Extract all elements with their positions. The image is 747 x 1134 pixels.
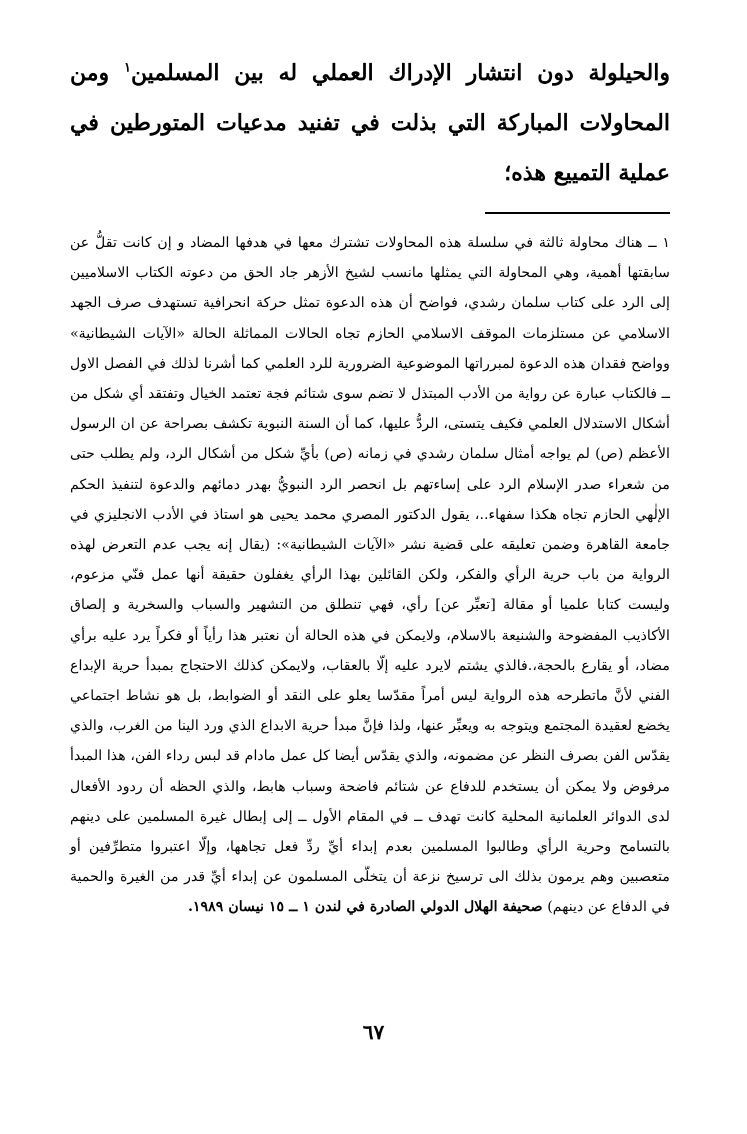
main-text-continuation: المباركة التي بذلت في تفنيد مدعيات المتورطين في عملية التمييع هذه؛ [70,110,670,186]
footnote-paragraph [70,228,670,923]
footnote-divider [485,212,670,214]
main-paragraph [70,48,670,198]
page-number: ٦٧ [362,1020,385,1044]
main-text-line1-end: ومن المحاولات [70,60,670,136]
footnote-body: ١ ــ هناك محاولة ثالثة في سلسلة هذه المحاولات تشترك معها في هدفها المضاد و إن كانت تقلُّ عن سابقتها أهمية، وهي المحاولة التي يمثلها مانسب لشيخ الأزهر جاد الحق من دعوته الكتاب الاسلاميين إلى الرد على كتاب سلمان رشدي، فواضح أن هذه الدعوة تمثل حركة انحرافية تستهدف صرف الجهد الاسلامي عن مستلزمات الموقف الاسلامي الحازم تجاه الحالات المماثلة الحالة «الآيات الشيطانية» وواضح فقدان هذه الدعوة لمبرراتها الموضوعية الضرورية للرد العلمي كما أشرنا لذلك في الفصل الاول ــ فالكتاب عبارة عن رواية من الأدب المبتذل لا تضم سوى شتائم فجة تعتمد الخيال وتفتقد أي شكل من أشكال الاستدلال العلمي فكيف يتستى، الردُّ عليها، كما أن السنة النبوية تكشف بصراحة عن ان الرسول الأعظم (ص) لم يواجه أمثال سلمان رشدي في زمانه (ص) بأيِّ شكل من أشكال الرد، ولم يطلب حتى من شعراء صدر الإسلام الرد على إساءتهم بل انحصر الرد النبويُّ بهدر دمائهم والدعوة لتنفيذ الحكم الإلٰهي الحازم تجاه هكذا سفهاء..، يقول الدكتور المصري محمد يحيى هو استاذ في الأدب الانجليزي في جامعة القاهرة وضمن تعليقه على قضية نشر «الآيات الشيطانية»: (يقال إنه يجب عدم التعرض لهذه الرواية من باب حرية الرأي والفكر، ولكن القائلين بهذا الرأي يغفلون حقيقة أنها عمل فنّي مزعوم، وليست كتابا علميا أو مقالة [تعبِّر عن] رأي، فهي تنطلق من التشهير والسباب والسخرية و إلصاق الأكاذيب المفضوحة والشنيعة بالاسلام، ولايمكن في هذه الحالة أن نعتبر هذا رأياً أو فكراً يرد عليه برأي مضاد، أو يقارع بالحجة،.فالذي يشتم لايرد عليه إلّا بالعقاب، ولايمكن كذلك الاحتجاج بمبدأ حرية الإبداع الفني لأنَّ ماتطرحه هذه الرواية ليس أمراً مقدّسا يعلو على النقد أو الضوابط، بل هو نشاط اجتماعي يخضع لعقيدة المجتمع ويتوجه به ويعبِّر عنها، ولذا فإنَّ مبدأ حرية الابداع الذي ورد الينا من الغرب، والذي يقدّس الفن بصرف النظر عن مضمونه، والذي يقدّس أيضا كل عمل مادام قد لبس رداء الفن، هذا المبدأ مرفوض ولا يمكن أن يستخدم للدفاع عن شتائم فاضحة وسباب هابط، والذي الحظه أن ردود الأفعال لدى الدوائر العلمانية المحلية كانت تهدف ــ في المقام الأول ــ إلى إبطال غيرة المسلمين على دينهم بالتسامح وحرية الرأي وطالبوا المسلمين بعدم إبداء أيِّ ردِّ فعل تجاهها، وإلّا اعتبروا متطرِّفين أو متعصبين وهم يرمون بذلك الى ترسيخ نزعة أن يتخلّى المسلمون عن إبداء أيِّ قدر من الغيرة والحمية في الدفاع عن دينهم) [70,235,670,916]
footnote-source: صحيفة الهلال الدولي الصادرة في لندن ١ ــ ١٥ نيسان ١٩٨٩. [187,899,543,916]
page-body [70,48,670,1108]
main-text-line1: والحيلولة دون انتشار الإدراك العملي له بين المسلمين [130,60,670,86]
footnote-ref-marker: ١ [123,60,131,76]
